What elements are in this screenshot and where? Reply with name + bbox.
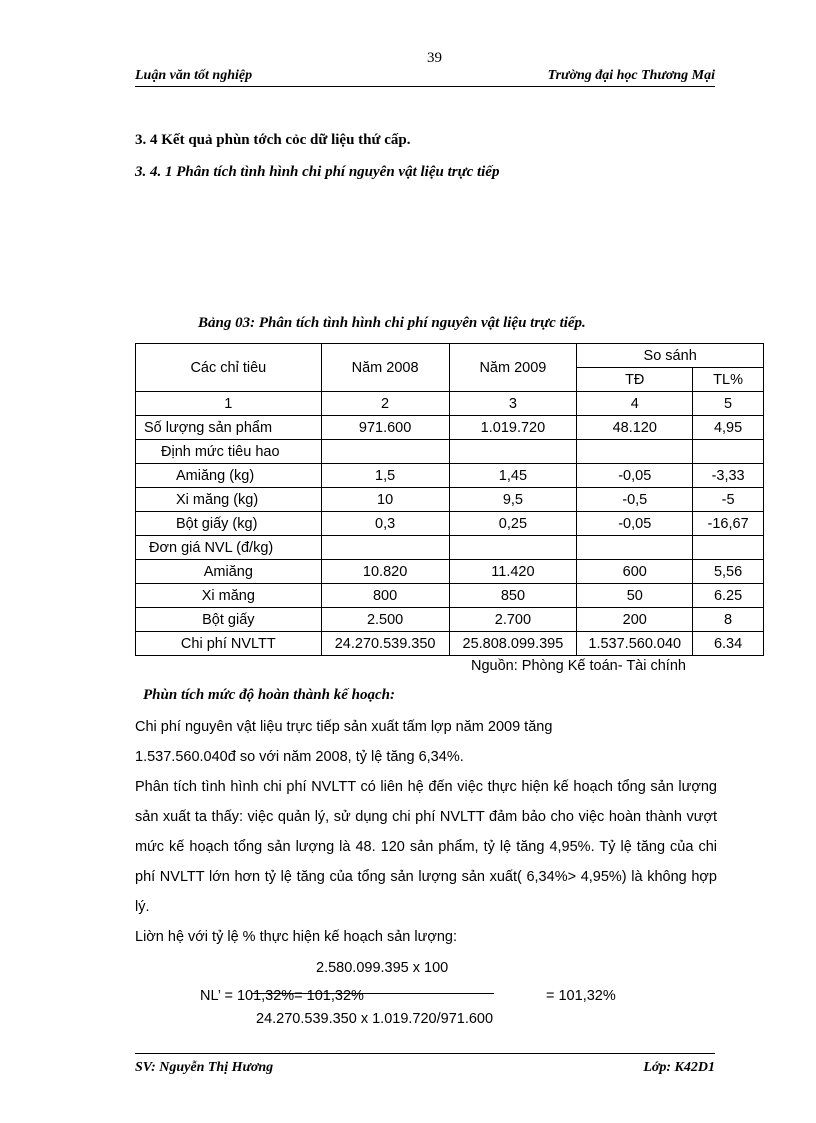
page-number: 39 <box>427 50 442 66</box>
table-caption: Bảng 03: Phân tích tình hình chi phí nguyên vật liệu trực tiếp. <box>198 315 586 331</box>
header-2008: Năm 2008 <box>321 344 449 392</box>
fraction-line <box>252 993 494 994</box>
row-cell: 4,95 <box>693 416 764 440</box>
row-label: Bột giấy (kg) <box>136 512 322 536</box>
analysis-paragraph-2: Phân tích tình hình chi phí NVLTT có liên hệ đến việc thực hiện kế hoạch tổng sản lượng sản xuất ta thấy: việc quản lý, sử dụng chi phí NVLTT đảm bảo cho việc hoàn thành vượt mức kế hoạch tổng sản lượng là 48. 120 sản phẩm, tỷ lệ tăng 4,95%. Tỷ lệ tăng của chi phí NVLTT lớn hơn tỷ lệ tăng của tổng sản lượng sản xuất( 6,34%> 4,95%) là không hợp lý. <box>135 779 717 915</box>
table-index-row <box>136 392 764 416</box>
row-cell: 600 <box>577 560 693 584</box>
row-cell: 2.500 <box>321 608 449 632</box>
row-cell <box>693 440 764 464</box>
row-cell: 10.820 <box>321 560 449 584</box>
table-row <box>136 512 764 536</box>
formula-numerator: 2.580.099.395 x 100 <box>316 960 449 976</box>
row-cell: 50 <box>577 584 693 608</box>
row-cell: -5 <box>693 488 764 512</box>
header-td: TĐ <box>577 368 693 392</box>
row-cell: -3,33 <box>693 464 764 488</box>
paragraph-line: Chi phí nguyên vật liệu trực tiếp sản xuất tấm lợp năm 2009 tăng <box>135 719 553 735</box>
row-label: Chi phí NVLTT <box>136 632 322 656</box>
table-row <box>136 632 764 656</box>
row-cell <box>577 440 693 464</box>
table-row <box>136 536 764 560</box>
row-cell: 800 <box>321 584 449 608</box>
row-label: Amiăng (kg) <box>136 464 322 488</box>
row-cell: 0,3 <box>321 512 449 536</box>
header-left: Luận văn tốt nghiệp <box>135 68 253 83</box>
row-cell <box>321 440 449 464</box>
row-cell: 200 <box>577 608 693 632</box>
index-cell: 5 <box>693 392 764 416</box>
row-cell: 1,5 <box>321 464 449 488</box>
row-cell: 2.700 <box>449 608 577 632</box>
row-cell: -0,05 <box>577 464 693 488</box>
footer-student: SV: Nguyễn Thị Hương <box>135 1060 274 1075</box>
row-cell: 9,5 <box>449 488 577 512</box>
section-heading: 3. 4 Kết quả phùn tớch cỏc dữ liệu thứ cấp. <box>135 132 411 148</box>
table-row <box>136 416 764 440</box>
analysis-title: Phùn tích mức độ hoàn thành kế hoạch: <box>143 687 395 703</box>
header-tl: TL% <box>693 368 764 392</box>
row-label: Amiăng <box>136 560 322 584</box>
row-cell: 1.019.720 <box>449 416 577 440</box>
row-cell: 850 <box>449 584 577 608</box>
row-cell <box>577 536 693 560</box>
row-label: Bột giấy <box>136 608 322 632</box>
row-cell: 8 <box>693 608 764 632</box>
row-cell <box>321 536 449 560</box>
subsection-heading: 3. 4. 1 Phân tích tình hình chi phí nguyên vật liệu trực tiếp <box>135 164 500 180</box>
table-row <box>136 584 764 608</box>
row-label: Đơn giá NVL (đ/kg) <box>136 536 322 560</box>
row-cell: 48.120 <box>577 416 693 440</box>
cost-table <box>135 343 764 656</box>
row-cell: 1.537.560.040 <box>577 632 693 656</box>
table-header-row <box>136 344 764 368</box>
row-cell: 24.270.539.350 <box>321 632 449 656</box>
footer-class: Lớp: K42D1 <box>643 1060 715 1075</box>
analysis-paragraph-1 <box>135 712 717 772</box>
header-indicator: Các chỉ tiêu <box>136 344 322 392</box>
table-row <box>136 440 764 464</box>
table-row <box>136 560 764 584</box>
paragraph-line: 1.537.560.040đ so với năm 2008, tỷ lệ tăng 6,34%. <box>135 749 464 765</box>
index-cell: 4 <box>577 392 693 416</box>
table-row <box>136 464 764 488</box>
row-cell: 10 <box>321 488 449 512</box>
index-cell: 2 <box>321 392 449 416</box>
row-cell <box>693 536 764 560</box>
row-cell: 971.600 <box>321 416 449 440</box>
row-cell <box>449 440 577 464</box>
row-cell <box>449 536 577 560</box>
formula-denominator: 24.270.539.350 x 1.019.720/971.600 <box>256 1011 494 1027</box>
row-cell: 25.808.099.395 <box>449 632 577 656</box>
row-cell: -0,05 <box>577 512 693 536</box>
header-compare: So sánh <box>577 344 764 368</box>
row-cell: 5,56 <box>693 560 764 584</box>
index-cell: 3 <box>449 392 577 416</box>
table-row <box>136 608 764 632</box>
row-cell: 6.34 <box>693 632 764 656</box>
row-cell: 11.420 <box>449 560 577 584</box>
formula-result: = 101,32% <box>546 988 616 1004</box>
row-cell: 0,25 <box>449 512 577 536</box>
index-cell: 1 <box>136 392 322 416</box>
analysis-paragraph-3: Liờn hệ với tỷ lệ % thực hiện kế hoạch sản lượng: <box>135 929 457 945</box>
table-source: Nguồn: Phòng Kế toán- Tài chính <box>471 658 686 674</box>
row-label: Số lượng sản phẩm <box>136 416 322 440</box>
row-label: Xi măng <box>136 584 322 608</box>
row-cell: 6.25 <box>693 584 764 608</box>
row-label: Xi măng (kg) <box>136 488 322 512</box>
table-row <box>136 488 764 512</box>
formula-lhs: NL’ = 101,32%= 101,32% <box>200 988 364 1004</box>
row-cell: -16,67 <box>693 512 764 536</box>
header-right: Trường đại học Thương Mại <box>547 68 715 83</box>
header-2009: Năm 2009 <box>449 344 577 392</box>
row-label: Định mức tiêu hao <box>136 440 322 464</box>
row-cell: 1,45 <box>449 464 577 488</box>
page-header <box>135 68 715 87</box>
page-footer <box>135 1053 715 1076</box>
row-cell: -0,5 <box>577 488 693 512</box>
